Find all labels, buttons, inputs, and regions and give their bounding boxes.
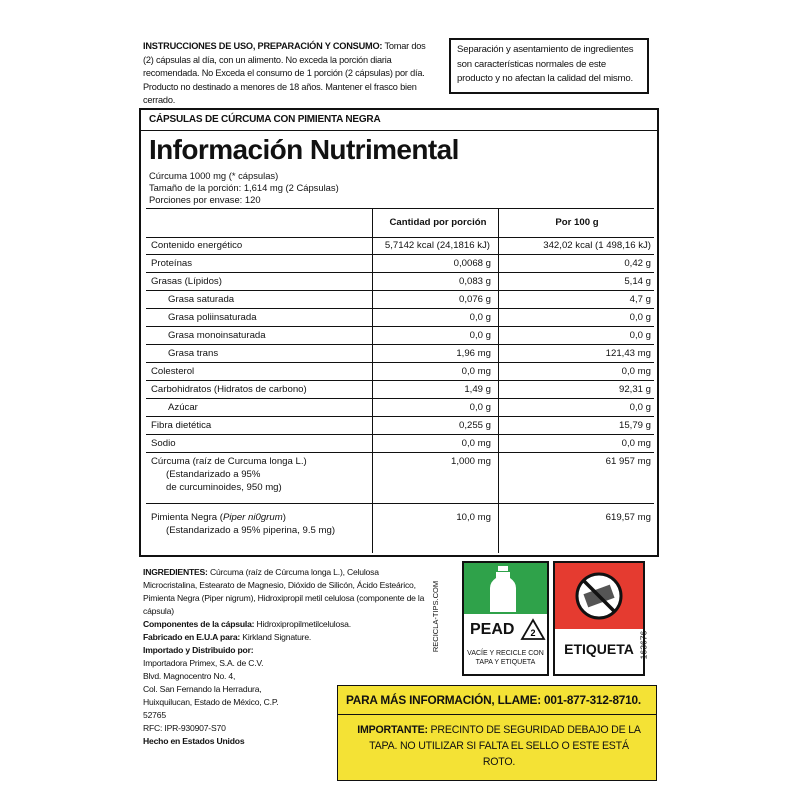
row-label: Contenido energético: [151, 240, 243, 251]
row-per-serving: 0,0 g: [469, 402, 491, 413]
table-row: [146, 380, 654, 399]
nutrition-title: Información Nutrimental: [149, 134, 459, 165]
importer-line: RFC: IPR-930907-S70: [143, 723, 226, 733]
table-row: [146, 452, 654, 504]
row-per-serving: 0,0 g: [469, 330, 491, 341]
row-per-serving: 1,96 mg: [456, 348, 491, 359]
table-header: [146, 208, 654, 238]
pead-recycle-badge: [462, 561, 549, 676]
capsule-line: [143, 618, 433, 631]
row-per-100g: 15,79 g: [618, 420, 651, 431]
header-per-serving: Cantidad por porción: [389, 217, 487, 228]
row-extra: (Estandarizado a 95% piperina, 9.5 mg): [166, 525, 336, 536]
table-row: [146, 362, 654, 381]
recycle-triangle-icon: [520, 618, 546, 642]
pead-caption: VACÍE Y RECICLE CON TAPA Y ETIQUETA: [467, 650, 544, 666]
row-per-100g: 0,0 mg: [621, 438, 651, 449]
etiqueta-label: ETIQUETA: [564, 641, 634, 657]
row-per-100g: 0,0 g: [629, 312, 651, 323]
product-name: CÁPSULAS DE CÚRCUMA CON PIMIENTA NEGRA: [149, 114, 381, 125]
important-text: PRECINTO DE SEGURIDAD DEBAJO DE LA TAPA. NO UTILIZAR SI FALTA EL SELLO O ESTE ESTÁ ROTO.: [369, 724, 641, 768]
important-heading: IMPORTANTE:: [357, 724, 428, 736]
ingredients-line: [143, 566, 433, 618]
pead-label: PEAD: [470, 621, 515, 638]
table-row: [146, 503, 654, 543]
row-per-100g: 619,57 mg: [605, 512, 651, 523]
row-per-100g: 121,43 mg: [605, 348, 651, 359]
table-row: [146, 344, 654, 363]
row-label: Grasa saturada: [168, 294, 235, 305]
importer-line: Importadora Primex, S.A. de C.V.: [143, 658, 264, 668]
divider: [141, 130, 657, 131]
bottle-icon: [464, 563, 547, 614]
row-per-serving: 0,0068 g: [453, 258, 491, 269]
no-label-icon-panel: [555, 563, 643, 629]
table-row: [146, 416, 654, 435]
table-row: [146, 326, 654, 345]
row-per-100g: 0,42 g: [624, 258, 651, 269]
importer-line: Huixquilucan, Estado de México, C.P.: [143, 697, 279, 707]
row-extra: (Estandarizado a 95%: [166, 469, 261, 480]
table-row: [146, 254, 654, 273]
product-code: [638, 618, 661, 678]
contact-phone-line: PARA MÁS INFORMACIÓN, LLAME: 001-877-312-8710.: [346, 693, 641, 707]
usage-instructions: [143, 40, 433, 108]
capsule-text: Hidroxipropilmetilcelulosa.: [256, 619, 351, 629]
row-label: Sodio: [151, 438, 176, 449]
row-per-100g: 61 957 mg: [605, 456, 651, 467]
row-label: Proteínas: [151, 258, 193, 269]
meta-serving-size: Tamaño de la porción: 1,614 mg (2 Cápsulas): [149, 182, 339, 193]
row-label: Fibra dietética: [151, 420, 212, 431]
recycle-site-text: RECICLA-TIPS.COM: [431, 580, 441, 653]
ingredients-text: Cúrcuma (raíz de Cúrcuma longa L.), Celulosa Microcristalina, Estearato de Magnesio, Dióxido de Silicón, Ácido Esteárico, Pimienta Negra (Piper nigrum), Hidroxipropil metil celulosa (componente de la cápsula): [143, 567, 425, 616]
row-per-100g: 5,14 g: [624, 276, 651, 287]
no-label-icon: [555, 563, 643, 629]
importer-line: Col. San Fernando la Herradura,: [143, 684, 262, 694]
meta-servings: Porciones por envase: 120: [149, 194, 261, 205]
row-label: Grasas (Lípidos): [151, 276, 222, 287]
row-per-serving: 0,0 mg: [461, 366, 491, 377]
row-per-100g: 342,02 kcal (1 498,16 kJ): [543, 240, 651, 251]
row-per-serving: 0,255 g: [458, 420, 491, 431]
separation-notice: Separación y asentamiento de ingredientes son características normales de este producto y no afectan la calidad del mismo.: [449, 38, 649, 94]
ingredients-heading: INGREDIENTES:: [143, 567, 208, 577]
product-code-text: 163676: [638, 630, 649, 660]
header-per-100g: Por 100 g: [555, 217, 599, 228]
row-per-100g: 92,31 g: [618, 384, 651, 395]
table-row: [146, 290, 654, 309]
usage-instructions-text: Tomar dos (2) cápsulas al día, con un alimento. No exceda la porción diaria recomendada. No Exceda el consumo de 1 porción (2 cápsulas) por día. Producto no destinado a menores de 18 años. Mantener el frasco bien cerrado.: [143, 41, 426, 105]
bottle-icon-panel: [464, 563, 547, 614]
fabricated-text: Kirkland Signature.: [242, 632, 312, 642]
row-label-italic: Piper ni0grum: [222, 512, 283, 523]
row-per-serving: 1,000 mg: [450, 456, 491, 467]
row-per-serving: 5,7142 kcal (24,1816 kJ): [384, 240, 490, 251]
row-label: Grasa poliinsaturada: [168, 312, 257, 323]
importer-heading-text: Importado y Distribuido por:: [143, 645, 254, 655]
row-per-100g: 4,7 g: [629, 294, 651, 305]
row-label: Azúcar: [168, 402, 198, 413]
row-per-serving: 0,0 mg: [461, 438, 491, 449]
nutrition-facts-panel: [139, 108, 659, 557]
contact-notice: [337, 685, 657, 781]
row-per-100g: 0,0 g: [629, 330, 651, 341]
table-row: [146, 236, 654, 255]
fabricated-line: [143, 631, 433, 644]
table-row: [146, 308, 654, 327]
label-recycle-badge: [553, 561, 645, 676]
row-label: Colesterol: [151, 366, 195, 377]
svg-text:2: 2: [530, 628, 536, 638]
row-label: Grasa trans: [168, 348, 219, 359]
row-label-suffix: ): [282, 512, 286, 523]
important-notice: [352, 722, 646, 770]
table-row: [146, 398, 654, 417]
row-per-100g: 0,0 g: [629, 402, 651, 413]
meta-curcuma: Cúrcuma 1000 mg (* cápsulas): [149, 170, 279, 181]
row-label-prefix: Pimienta Negra (: [151, 512, 223, 523]
row-per-serving: 0,0 g: [469, 312, 491, 323]
nutrition-table: [146, 208, 654, 553]
row-label: Grasa monoinsaturada: [168, 330, 266, 341]
row-label: Cúrcuma (raíz de Curcuma longa L.): [151, 456, 307, 467]
table-row: [146, 272, 654, 291]
row-per-serving: 0,083 g: [458, 276, 491, 287]
importer-line: Blvd. Magnocentro No. 4,: [143, 671, 236, 681]
table-row: [146, 434, 654, 453]
capsule-heading: Componentes de la cápsula:: [143, 619, 255, 629]
row-per-serving: 0,076 g: [458, 294, 491, 305]
row-per-100g: 0,0 mg: [621, 366, 651, 377]
row-label: Carbohidratos (Hidratos de carbono): [151, 384, 307, 395]
recycle-site: [431, 567, 461, 677]
row-label: [151, 512, 286, 523]
row-per-serving: 10,0 mg: [456, 512, 491, 523]
fabricated-heading: Fabricado en E.U.A para:: [143, 632, 241, 642]
importer-heading: [143, 644, 433, 657]
importer-line: 52765: [143, 710, 166, 720]
usage-instructions-heading: INSTRUCCIONES DE USO, PREPARACIÓN Y CONSUMO:: [143, 41, 383, 51]
row-per-serving: 1,49 g: [464, 384, 491, 395]
divider: [338, 714, 656, 715]
made-in: Hecho en Estados Unidos: [143, 736, 245, 746]
row-extra: de curcuminoides, 950 mg): [166, 482, 282, 493]
